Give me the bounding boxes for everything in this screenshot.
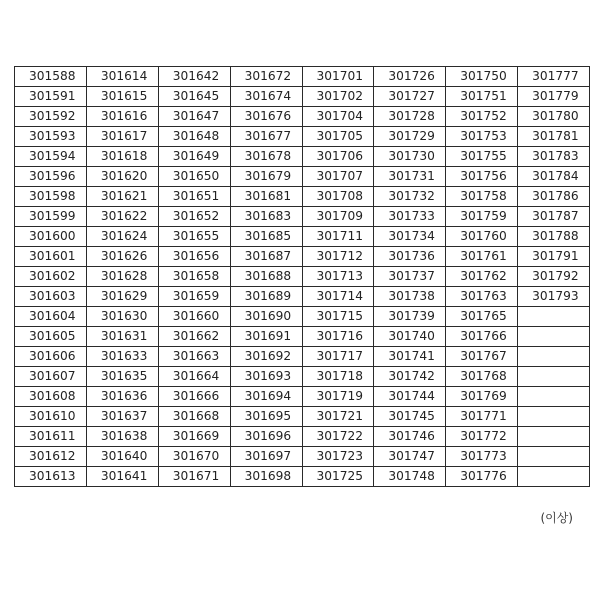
table-row <box>15 87 590 107</box>
table-cell: 301738 <box>374 287 446 307</box>
table-cell: 301615 <box>86 87 158 107</box>
table-cell: 301594 <box>15 147 87 167</box>
table-cell: 301717 <box>302 347 374 367</box>
table-cell: 301672 <box>230 67 302 87</box>
table-cell <box>518 467 590 487</box>
table-cell: 301637 <box>86 407 158 427</box>
table-cell: 301685 <box>230 227 302 247</box>
table-cell: 301669 <box>158 427 230 447</box>
table-cell: 301638 <box>86 427 158 447</box>
table-cell: 301599 <box>15 207 87 227</box>
table-cell: 301636 <box>86 387 158 407</box>
table-cell: 301736 <box>374 247 446 267</box>
table-cell: 301728 <box>374 107 446 127</box>
table-cell: 301611 <box>15 427 87 447</box>
table-cell: 301677 <box>230 127 302 147</box>
table-cell: 301711 <box>302 227 374 247</box>
table-cell: 301722 <box>302 427 374 447</box>
table-cell: 301714 <box>302 287 374 307</box>
table-cell: 301784 <box>518 167 590 187</box>
table-cell: 301765 <box>446 307 518 327</box>
table-cell: 301732 <box>374 187 446 207</box>
table-cell: 301613 <box>15 467 87 487</box>
table-cell: 301618 <box>86 147 158 167</box>
table-cell: 301768 <box>446 367 518 387</box>
table-cell: 301676 <box>230 107 302 127</box>
table-row <box>15 407 590 427</box>
table-cell: 301741 <box>374 347 446 367</box>
table-cell: 301648 <box>158 127 230 147</box>
table-cell <box>518 307 590 327</box>
table-cell: 301666 <box>158 387 230 407</box>
table-cell: 301698 <box>230 467 302 487</box>
table-row <box>15 447 590 467</box>
table-cell: 301701 <box>302 67 374 87</box>
table-row <box>15 327 590 347</box>
table-cell: 301753 <box>446 127 518 147</box>
table-cell: 301592 <box>15 107 87 127</box>
table-row <box>15 247 590 267</box>
table-cell: 301629 <box>86 287 158 307</box>
table-cell: 301633 <box>86 347 158 367</box>
table-row <box>15 207 590 227</box>
table-cell: 301721 <box>302 407 374 427</box>
table-cell: 301679 <box>230 167 302 187</box>
table-cell: 301762 <box>446 267 518 287</box>
table-cell: 301751 <box>446 87 518 107</box>
table-cell: 301758 <box>446 187 518 207</box>
table-cell: 301650 <box>158 167 230 187</box>
table-cell <box>518 387 590 407</box>
table-cell: 301773 <box>446 447 518 467</box>
table-cell: 301628 <box>86 267 158 287</box>
table-cell <box>518 407 590 427</box>
table-cell: 301737 <box>374 267 446 287</box>
table-cell: 301780 <box>518 107 590 127</box>
table-cell: 301695 <box>230 407 302 427</box>
table-cell: 301596 <box>15 167 87 187</box>
table-cell: 301655 <box>158 227 230 247</box>
table-row <box>15 467 590 487</box>
table-cell: 301693 <box>230 367 302 387</box>
table-cell: 301683 <box>230 207 302 227</box>
table-cell: 301771 <box>446 407 518 427</box>
table-cell: 301779 <box>518 87 590 107</box>
table-row <box>15 287 590 307</box>
table-cell: 301620 <box>86 167 158 187</box>
table-row <box>15 67 590 87</box>
table-cell: 301729 <box>374 127 446 147</box>
table-cell: 301727 <box>374 87 446 107</box>
table-cell: 301670 <box>158 447 230 467</box>
table-cell: 301755 <box>446 147 518 167</box>
table-cell <box>518 347 590 367</box>
table-cell: 301793 <box>518 287 590 307</box>
table-cell: 301671 <box>158 467 230 487</box>
table-cell: 301723 <box>302 447 374 467</box>
table-row <box>15 427 590 447</box>
table-row <box>15 387 590 407</box>
table-cell: 301740 <box>374 327 446 347</box>
table-cell: 301605 <box>15 327 87 347</box>
table-cell: 301664 <box>158 367 230 387</box>
table-cell: 301602 <box>15 267 87 287</box>
table-cell: 301783 <box>518 147 590 167</box>
table-cell: 301767 <box>446 347 518 367</box>
table-cell: 301742 <box>374 367 446 387</box>
table-cell: 301781 <box>518 127 590 147</box>
table-cell: 301610 <box>15 407 87 427</box>
table-cell: 301663 <box>158 347 230 367</box>
table-cell: 301718 <box>302 367 374 387</box>
table-row <box>15 127 590 147</box>
table-cell: 301645 <box>158 87 230 107</box>
table-cell: 301640 <box>86 447 158 467</box>
table-cell: 301744 <box>374 387 446 407</box>
table-cell: 301759 <box>446 207 518 227</box>
table-cell: 301731 <box>374 167 446 187</box>
table-cell: 301707 <box>302 167 374 187</box>
table-row <box>15 267 590 287</box>
table-cell <box>518 447 590 467</box>
table-cell: 301788 <box>518 227 590 247</box>
table-cell: 301691 <box>230 327 302 347</box>
table-cell: 301766 <box>446 327 518 347</box>
table-cell: 301674 <box>230 87 302 107</box>
table-cell: 301668 <box>158 407 230 427</box>
table-cell: 301649 <box>158 147 230 167</box>
table-cell: 301725 <box>302 467 374 487</box>
table-cell: 301687 <box>230 247 302 267</box>
table-cell: 301692 <box>230 347 302 367</box>
table-cell <box>518 327 590 347</box>
table-cell: 301756 <box>446 167 518 187</box>
table-cell: 301651 <box>158 187 230 207</box>
table-cell: 301752 <box>446 107 518 127</box>
table-cell: 301733 <box>374 207 446 227</box>
table-cell <box>518 367 590 387</box>
table-row <box>15 147 590 167</box>
table-cell: 301694 <box>230 387 302 407</box>
table-cell: 301708 <box>302 187 374 207</box>
table-cell: 301678 <box>230 147 302 167</box>
table-cell: 301747 <box>374 447 446 467</box>
table-cell: 301631 <box>86 327 158 347</box>
table-cell: 301606 <box>15 347 87 367</box>
table-row <box>15 367 590 387</box>
table-cell: 301709 <box>302 207 374 227</box>
table-cell: 301621 <box>86 187 158 207</box>
table-row <box>15 107 590 127</box>
table-cell: 301642 <box>158 67 230 87</box>
table-cell: 301772 <box>446 427 518 447</box>
table-cell <box>518 427 590 447</box>
table-cell: 301630 <box>86 307 158 327</box>
table-cell: 301662 <box>158 327 230 347</box>
table-cell: 301652 <box>158 207 230 227</box>
table-cell: 301604 <box>15 307 87 327</box>
table-cell: 301715 <box>302 307 374 327</box>
table-cell: 301591 <box>15 87 87 107</box>
table-cell: 301712 <box>302 247 374 267</box>
table-cell: 301688 <box>230 267 302 287</box>
table-cell: 301689 <box>230 287 302 307</box>
table-cell: 301716 <box>302 327 374 347</box>
table-cell: 301656 <box>158 247 230 267</box>
table-cell: 301593 <box>15 127 87 147</box>
table-cell: 301616 <box>86 107 158 127</box>
table-cell: 301659 <box>158 287 230 307</box>
table-cell: 301704 <box>302 107 374 127</box>
table-cell: 301739 <box>374 307 446 327</box>
table-cell: 301760 <box>446 227 518 247</box>
table-cell: 301734 <box>374 227 446 247</box>
table-cell: 301719 <box>302 387 374 407</box>
table-cell: 301787 <box>518 207 590 227</box>
table-cell: 301603 <box>15 287 87 307</box>
table-cell: 301746 <box>374 427 446 447</box>
table-cell: 301748 <box>374 467 446 487</box>
table-cell: 301588 <box>15 67 87 87</box>
end-note: (이상) <box>540 511 573 525</box>
table-cell: 301600 <box>15 227 87 247</box>
id-number-table <box>14 66 590 487</box>
table-cell: 301786 <box>518 187 590 207</box>
table-cell: 301776 <box>446 467 518 487</box>
table-row <box>15 347 590 367</box>
table-cell: 301730 <box>374 147 446 167</box>
table-cell: 301706 <box>302 147 374 167</box>
table-row <box>15 167 590 187</box>
table-cell: 301607 <box>15 367 87 387</box>
table-cell: 301635 <box>86 367 158 387</box>
table-cell: 301777 <box>518 67 590 87</box>
table-cell: 301690 <box>230 307 302 327</box>
table-cell: 301617 <box>86 127 158 147</box>
table-cell: 301614 <box>86 67 158 87</box>
table-cell: 301791 <box>518 247 590 267</box>
table-cell: 301750 <box>446 67 518 87</box>
table-cell: 301792 <box>518 267 590 287</box>
table-cell: 301658 <box>158 267 230 287</box>
table-cell: 301697 <box>230 447 302 467</box>
table-cell: 301626 <box>86 247 158 267</box>
table-cell: 301713 <box>302 267 374 287</box>
table-cell: 301705 <box>302 127 374 147</box>
table-cell: 301647 <box>158 107 230 127</box>
table-cell: 301624 <box>86 227 158 247</box>
table-cell: 301726 <box>374 67 446 87</box>
table-cell: 301612 <box>15 447 87 467</box>
table-row <box>15 187 590 207</box>
table-row <box>15 307 590 327</box>
table-cell: 301702 <box>302 87 374 107</box>
table-cell: 301622 <box>86 207 158 227</box>
table-cell: 301660 <box>158 307 230 327</box>
table-cell: 301763 <box>446 287 518 307</box>
table-cell: 301641 <box>86 467 158 487</box>
table-cell: 301769 <box>446 387 518 407</box>
table-cell: 301608 <box>15 387 87 407</box>
table-cell: 301745 <box>374 407 446 427</box>
table-cell: 301681 <box>230 187 302 207</box>
table-cell: 301598 <box>15 187 87 207</box>
table-row <box>15 227 590 247</box>
table-cell: 301696 <box>230 427 302 447</box>
table-cell: 301601 <box>15 247 87 267</box>
table-cell: 301761 <box>446 247 518 267</box>
